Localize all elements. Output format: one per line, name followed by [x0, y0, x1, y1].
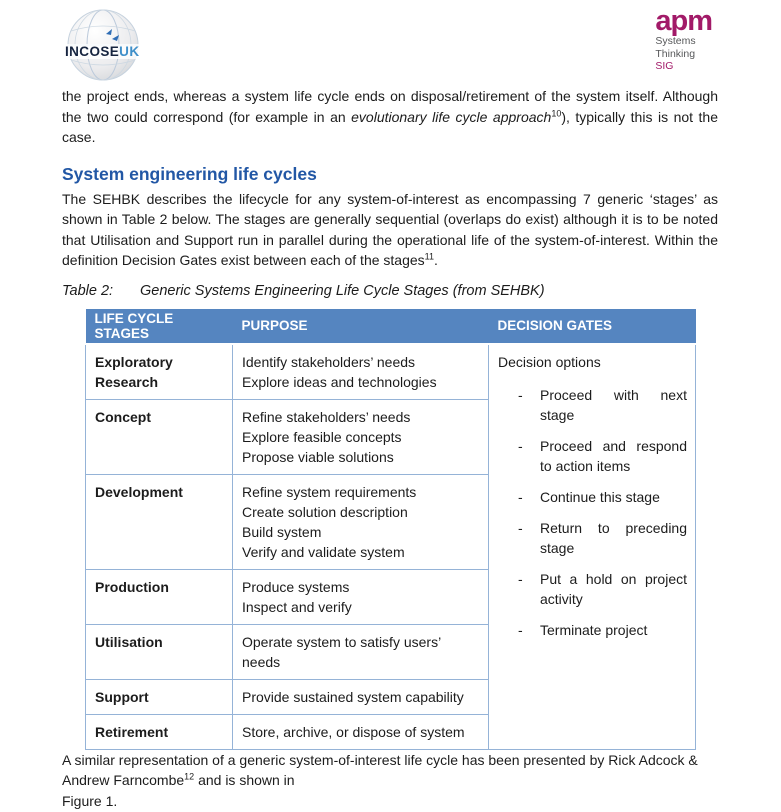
footnote-ref-12: 12	[184, 771, 195, 782]
purpose-line: Explore feasible concepts	[242, 428, 402, 445]
stage-cell: Utilisation	[86, 624, 233, 679]
purpose-cell	[233, 399, 489, 474]
purpose-line: Operate system to satisfy users’ needs	[242, 633, 441, 670]
stage-cell: Retirement	[86, 714, 233, 749]
figure-reference: Figure 1.	[62, 792, 118, 809]
apm-thinking-label: Thinking	[655, 47, 696, 60]
section-heading: System engineering life cycles	[62, 163, 317, 184]
dash-bullet: -	[518, 621, 523, 638]
purpose-line: Propose viable solutions	[242, 448, 394, 465]
incose-uk-logo	[62, 8, 146, 82]
dash-bullet: -	[518, 437, 523, 454]
page-header	[62, 5, 718, 86]
purpose-line: Build system	[242, 523, 322, 540]
table-caption-text: Generic Systems Engineering Life Cycle Stages (from SEHBK)	[140, 282, 545, 299]
lifecycle-table	[85, 309, 696, 750]
purpose-cell	[233, 474, 489, 569]
stage-cell: Support	[86, 679, 233, 714]
incose-logo-uk-text: UK	[119, 44, 140, 59]
table-caption	[62, 282, 718, 300]
decision-option: - Terminate project	[518, 621, 648, 638]
purpose-line: Refine stakeholders’ needs	[242, 408, 411, 425]
closing-paragraph	[62, 750, 718, 791]
closing-text-2: and is shown in	[194, 772, 295, 788]
incose-logo-text: INCOSE	[65, 44, 120, 59]
purpose-cell	[233, 714, 489, 749]
decision-option: - Proceed with next stage	[518, 386, 687, 423]
intro-italic-phrase: evolutionary life cycle approach	[351, 108, 552, 125]
decision-options-title: Decision options	[498, 353, 601, 370]
col-header-stages: LIFE CYCLE STAGES	[86, 309, 233, 344]
decision-option: - Proceed and respond to action items	[518, 437, 687, 474]
section-text-1: The SEHBK describes the lifecycle for any system-of-interest as encompassing 7 generic ‘stages’ as shown in Table 2 below. The stages are generally sequential (overlaps do exist) although it is to be noted that Utilisation and Support run in parallel during the operational life of the system-of-interest. Within the definition Decision Gates exist between each of the stages	[62, 190, 718, 268]
stage-cell: Concept	[86, 399, 233, 474]
apm-logo-text: apm	[655, 5, 712, 37]
section-paragraph	[62, 189, 718, 271]
col-header-purpose: PURPOSE	[233, 309, 489, 344]
stage-cell: Development	[86, 474, 233, 569]
dash-bullet: -	[518, 519, 523, 536]
apm-systems-label: Systems	[655, 35, 696, 47]
purpose-cell	[233, 569, 489, 624]
footnote-ref-11: 11	[424, 251, 435, 262]
purpose-line: Refine system requirements	[242, 483, 417, 500]
purpose-line: Inspect and verify	[242, 598, 352, 615]
closing-text-1: A similar representation of a generic system-of-interest life cycle has been presented by Rick Adcock & Andrew Farncombe	[62, 751, 698, 788]
table-header-row	[86, 309, 696, 344]
decision-option: - Put a hold on project activity	[518, 570, 687, 607]
purpose-cell	[233, 624, 489, 679]
dash-bullet: -	[518, 570, 523, 587]
apm-logo	[655, 5, 712, 73]
apm-sig-label: SIG	[655, 60, 674, 72]
intro-text-2: ), typically this is not the case.	[62, 108, 718, 145]
intro-text-1: the project ends, whereas a system life cycle ends on disposal/retirement of the system itself. Although the two could correspond (for example in an	[62, 88, 718, 125]
incose-wordmark	[63, 44, 141, 59]
intro-paragraph	[62, 86, 718, 148]
purpose-line: Explore ideas and technologies	[242, 373, 437, 390]
stage-cell: Production	[86, 569, 233, 624]
purpose-line: Store, archive, or dispose of system	[242, 723, 465, 740]
dash-bullet: -	[518, 386, 523, 403]
purpose-line: Provide sustained system capability	[242, 688, 464, 705]
table-row	[86, 344, 696, 400]
purpose-line: Produce systems	[242, 578, 350, 595]
purpose-line: Verify and validate system	[242, 543, 405, 560]
purpose-line: Create solution description	[242, 503, 408, 520]
col-header-decision-gates: DECISION GATES	[489, 309, 696, 344]
footnote-ref-10: 10	[551, 107, 562, 118]
decision-gates-cell	[489, 344, 696, 750]
purpose-cell	[233, 344, 489, 400]
purpose-line: Identify stakeholders’ needs	[242, 353, 416, 370]
table-caption-label: Table 2:	[62, 282, 114, 299]
decision-option: - Continue this stage	[518, 488, 660, 505]
dash-bullet: -	[518, 488, 523, 505]
decision-option: - Return to preceding stage	[518, 519, 687, 556]
stage-cell: Exploratory Research	[86, 344, 233, 400]
purpose-cell	[233, 679, 489, 714]
section-text-2: .	[434, 252, 438, 268]
